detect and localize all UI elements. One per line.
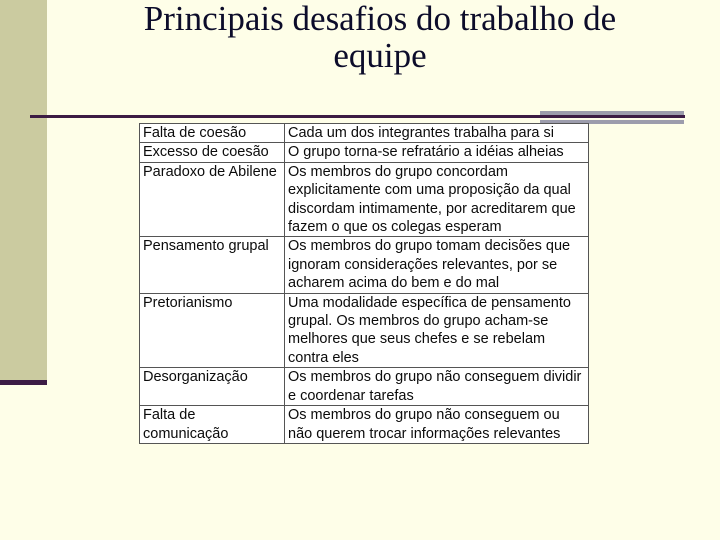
term-cell: Falta de comunicação [140, 406, 285, 444]
term-cell: Pensamento grupal [140, 237, 285, 293]
challenges-table [139, 123, 589, 444]
table-row [140, 162, 589, 237]
description-cell: Os membros do grupo tomam decisões que ignoram considerações relevantes, por se acharem acima do bem e do mal [285, 237, 589, 293]
description-cell: O grupo torna-se refratário a idéias alheias [285, 143, 589, 162]
term-cell: Pretorianismo [140, 293, 285, 368]
left-bar-bottom-line [0, 380, 47, 385]
term-cell: Falta de coesão [140, 124, 285, 143]
description-cell: Uma modalidade específica de pensamento grupal. Os membros do grupo acham-se melhores que seus chefes e se rebelam contra eles [285, 293, 589, 368]
slide-title-line-2: equipe [333, 36, 427, 75]
title-divider-rule [30, 115, 685, 118]
term-cell: Paradoxo de Abilene [140, 162, 285, 237]
term-cell: Excesso de coesão [140, 143, 285, 162]
table-row [140, 124, 589, 143]
table-row [140, 143, 589, 162]
table-row [140, 237, 589, 293]
description-cell: Cada um dos integrantes trabalha para si [285, 124, 589, 143]
table-row [140, 368, 589, 406]
table-row [140, 293, 589, 368]
term-cell: Desorganização [140, 368, 285, 406]
slide-title [60, 0, 700, 74]
table-row [140, 406, 589, 444]
description-cell: Os membros do grupo não conseguem ou não querem trocar informações relevantes [285, 406, 589, 444]
description-cell: Os membros do grupo concordam explicitamente com uma proposição da qual discordam intimamente, por acreditarem que fazem o que os colegas esperam [285, 162, 589, 237]
left-decorative-bar [0, 0, 47, 383]
description-cell: Os membros do grupo não conseguem dividir e coordenar tarefas [285, 368, 589, 406]
slide-title-line-1: Principais desafios do trabalho de [143, 0, 617, 38]
